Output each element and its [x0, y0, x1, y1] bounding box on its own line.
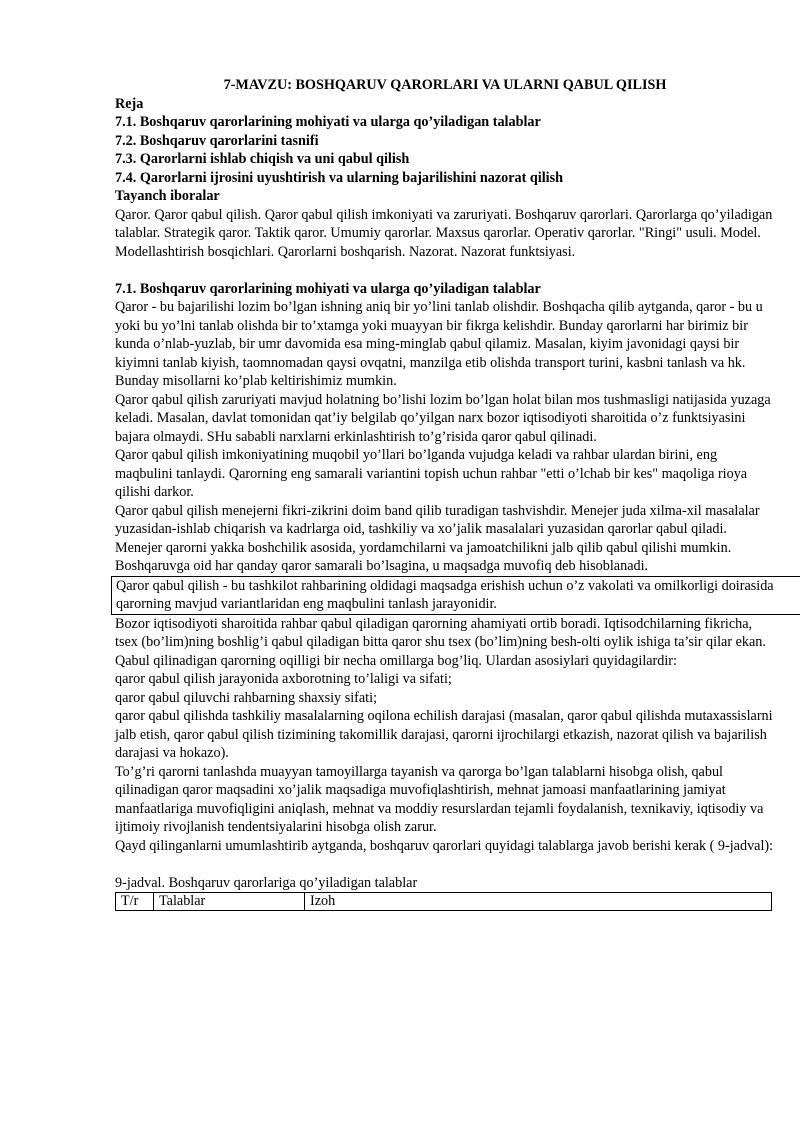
paragraph: Qaror - bu bajarilishi lozim bo’lgan ishning aniq bir yo’lini tanlab olishdir. Boshqacha qilib aytganda, qaror - bu u yoki bu yo’lni tanlab olishda bir to’xtamga yoki muayyan bir fikrga kelishdir. Bunday qarorlarni har birimiz bir kunda o’nlab-yuzlab, bir umr davomida esa ming-minglab qabul qilamiz. Masalan, kiyim javonidagi qaysi bir kiyimni tanlab kiyish, taomnomadan qaysi ovqatni, manzilga etib olishda transport turini, kasbni tanlash va hk. Bunday misollarni ko’plab keltirishimiz mumkin.	[115, 299, 763, 389]
table-caption: 9-jadval. Boshqaruv qarorlariga qo’yiladigan talablar	[115, 874, 418, 891]
header-cell-requirements: Talablar	[154, 893, 305, 911]
header-cell-number: T/r	[116, 893, 154, 911]
plan-item: 7.2. Boshqaruv qarorlarini tasnifi	[115, 132, 319, 149]
paragraph: Qaror qabul qilish menejerni fikri-zikrini doim band qilib turadigan tashvishdir. Menejer juda xilma-xil masalalar yuzasidan-ishlab chiqarish va kadrlarga oid, tashkiliy va xo’jalik masalalari yuzasidan qarorlar qabul qiladi. Menejer qarorni yakka boshchilik asosida, yordamchilarni va jamoatchilikni jalb qilib qabul qilishi mumkin. Boshqaruvga oid har qanday qaror samarali bo’lsagina, u maqsadga muvofiq deb hisoblanadi.	[115, 502, 760, 574]
section-heading: 7.1. Boshqaruv qarorlarining mohiyati va ularga qo’yiladigan talablar	[115, 280, 541, 297]
factor-item: qaror qabul qilish jarayonida axborotning to’laligi va sifati;	[115, 671, 452, 687]
plan-heading: Reja	[115, 95, 144, 112]
paragraph: Bozor iqtisodiyoti sharoitida rahbar qabul qiladigan qarorning ahamiyati ortib boradi. Iqtisodchilarning fikricha, tsex (bo’lim)ning boshlig’i qabul qiladigan bitta qaror shu tsex (bo’lim)ning besh-olti oylik ishiga ta’sir qilar ekan. Qabul qilinadigan qarorning oqilligi bir necha omillarga bog’liq. Ulardan asosiylari quyidagilardir:	[115, 615, 766, 669]
paragraph: Qaror qabul qilish zaruriyati mavjud holatning bo’lishi lozim bo’lgan holat bilan mos tushmasligi natijasida yuzaga keladi. Masalan, davlat tomonidan qat’iy belgilab qo’yilgan narx bozor iqtisodiyoti sharoitida o’z funktsiyasini bajara olmaydi. SHu sababli narxlarni erkinlashtirish to’g’risida qaror qabul qilinadi.	[115, 391, 771, 445]
table-header-row	[116, 893, 772, 911]
paragraph: Qayd qilinganlarni umumlashtirib aytganda, boshqaruv qarorlari quyidagi talablarga javob berishi kerak ( 9-jadval):	[115, 837, 774, 854]
definition-box: Qaror qabul qilish - bu tashkilot rahbarining oldidagi maqsadga erishish uchun o’z vakolati va omilkorligi doirasida qarorning mavjud variantlaridan eng maqbulini tanlash jarayonidir.	[111, 576, 800, 615]
page-title: 7-MAVZU: BOSHQARUV QARORLARI VA ULARNI QABUL QILISH	[223, 77, 667, 93]
spacer	[115, 261, 775, 280]
plan-item: 7.4. Qarorlarni ijrosini uyushtirish va ularning bajarilishini nazorat qilish	[115, 169, 564, 186]
paragraph: To’g’ri qarorni tanlashda muayyan tamoyillarga tayanish va qarorga bo’lgan talablarni hisobga olish, qabul qilinadigan qaror maqsadini xo’jalik maqsadiga muvofiqlashtirish, mehnat jamoasi manfaatlarining jamiyat manfaatlariga muvofiqligini aniqlash, mehnat va moddiy resurslardan tejamli foydalanish, texnikaviy, iqtisodiy va ijtimoiy rivojlanish tendentsiyalarini hisobga olish zarur.	[115, 763, 764, 835]
plan-item: 7.1. Boshqaruv qarorlarining mohiyati va ularga qo’yiladigan talablar	[115, 114, 541, 130]
requirements-table	[115, 892, 772, 911]
plan-item: 7.3. Qarorlarni ishlab chiqish va uni qabul qilish	[115, 151, 410, 167]
header-cell-notes: Izoh	[305, 893, 772, 911]
keywords-text: Qaror. Qaror qabul qilish. Qaror qabul qilish imkoniyati va zaruriyati. Boshqaruv qarorlari. Qarorlarga qo’yiladigan talablar. Strategik qaror. Taktik qaror. Umumiy qarorlar. Maxsus qarorlar. Operativ qarorlar. "Ringi" usuli. Model. Modellashtirish bosqichlari. Qarorlarni boshqarish. Nazorat. Nazorat funktsiyasi.	[115, 206, 773, 260]
paragraph: Qaror qabul qilish imkoniyatining muqobil yo’llari bo’lganda vujudga keladi va rahbar ulardan birini, eng maqbulini tanlaydi. Qarorning eng samarali variantini topish uchun rahbar "etti o’lchab bir kes" maqoliga rioya qilishi darkor.	[115, 447, 748, 500]
keywords-heading: Tayanch iboralar	[115, 188, 220, 204]
factor-item: qaror qabul qilishda tashkiliy masalalarning oqilona echilish darajasi (masalan, qaror qabul qilishda mutaxassislarni jalb etish, qaror qabul qilish tizimining takomillik darajasi, qarorni ijrochilargi etkazish, nazorat qilish va bajarilish darajasi va hokazo).	[115, 708, 773, 761]
spacer	[115, 855, 775, 874]
document-page	[115, 76, 775, 911]
factor-item: qaror qabul qiluvchi rahbarning shaxsiy sifati;	[115, 689, 378, 706]
